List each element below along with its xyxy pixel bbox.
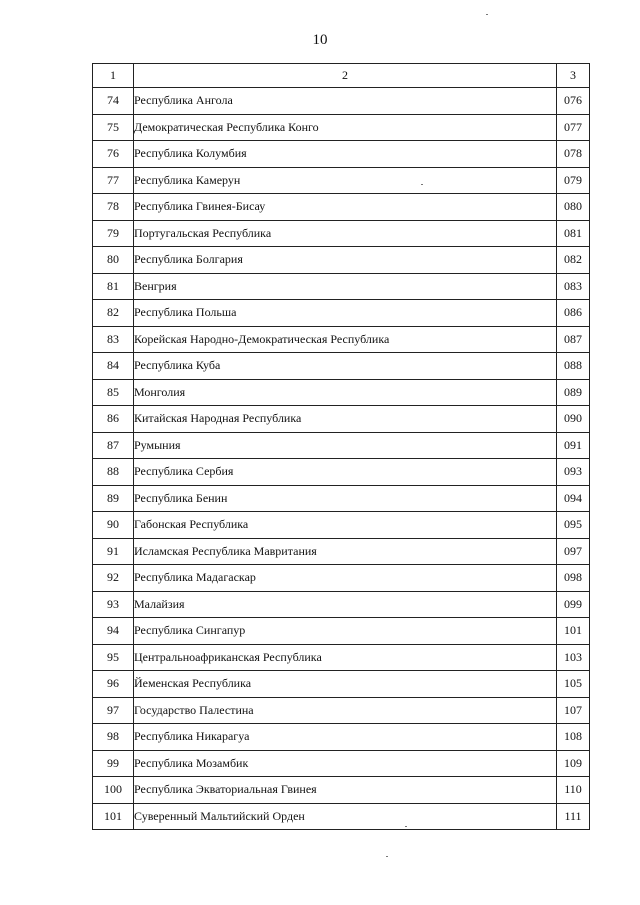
country-code: 097 (557, 538, 590, 565)
table-row (93, 538, 590, 565)
country-name: Суверенный Мальтийский Орден (134, 803, 557, 830)
table-row (93, 353, 590, 380)
table-row (93, 114, 590, 141)
country-name: Исламская Республика Мавритания (134, 538, 557, 565)
country-name: Габонская Республика (134, 512, 557, 539)
country-code: 095 (557, 512, 590, 539)
row-number: 96 (93, 671, 134, 698)
country-code: 094 (557, 485, 590, 512)
table-row (93, 406, 590, 433)
country-code: 079 (557, 167, 590, 194)
country-code: 090 (557, 406, 590, 433)
country-name: Корейская Народно-Демократическая Республика (134, 326, 557, 353)
country-code: 107 (557, 697, 590, 724)
table-row (93, 777, 590, 804)
country-name: Республика Мозамбик (134, 750, 557, 777)
row-number: 79 (93, 220, 134, 247)
row-number: 99 (93, 750, 134, 777)
table-row (93, 803, 590, 830)
country-name: Республика Камерун (134, 167, 557, 194)
table-row (93, 220, 590, 247)
row-number: 88 (93, 459, 134, 486)
table-row (93, 644, 590, 671)
table-row (93, 671, 590, 698)
table-row (93, 273, 590, 300)
row-number: 81 (93, 273, 134, 300)
country-name: Республика Колумбия (134, 141, 557, 168)
table-row (93, 485, 590, 512)
country-code: 089 (557, 379, 590, 406)
country-code: 091 (557, 432, 590, 459)
table-row (93, 697, 590, 724)
row-number: 78 (93, 194, 134, 221)
table-row (93, 247, 590, 274)
country-name: Республика Куба (134, 353, 557, 380)
country-code: 108 (557, 724, 590, 751)
country-code: 080 (557, 194, 590, 221)
row-number: 85 (93, 379, 134, 406)
country-name: Республика Болгария (134, 247, 557, 274)
country-code: 082 (557, 247, 590, 274)
country-name: Республика Бенин (134, 485, 557, 512)
row-number: 95 (93, 644, 134, 671)
table-row (93, 194, 590, 221)
country-name: Венгрия (134, 273, 557, 300)
country-code: 093 (557, 459, 590, 486)
row-number: 86 (93, 406, 134, 433)
table-row (93, 565, 590, 592)
country-code: 101 (557, 618, 590, 645)
row-number: 76 (93, 141, 134, 168)
row-number: 101 (93, 803, 134, 830)
country-code: 077 (557, 114, 590, 141)
table-row (93, 750, 590, 777)
country-code: 098 (557, 565, 590, 592)
table-row (93, 724, 590, 751)
country-name: Португальская Республика (134, 220, 557, 247)
scan-speck (486, 14, 488, 15)
country-code: 086 (557, 300, 590, 327)
table-row (93, 379, 590, 406)
country-code: 105 (557, 671, 590, 698)
row-number: 89 (93, 485, 134, 512)
country-code: 109 (557, 750, 590, 777)
country-name: Республика Ангола (134, 88, 557, 115)
table-row (93, 88, 590, 115)
country-code: 087 (557, 326, 590, 353)
row-number: 92 (93, 565, 134, 592)
row-number: 82 (93, 300, 134, 327)
country-name: Республика Польша (134, 300, 557, 327)
row-number: 100 (93, 777, 134, 804)
country-code: 099 (557, 591, 590, 618)
table-row (93, 432, 590, 459)
country-name: Йеменская Республика (134, 671, 557, 698)
table-row (93, 618, 590, 645)
column-header-number: 1 (93, 64, 134, 88)
row-number: 84 (93, 353, 134, 380)
country-name: Центральноафриканская Республика (134, 644, 557, 671)
country-name: Республика Сербия (134, 459, 557, 486)
row-number: 75 (93, 114, 134, 141)
country-name: Румыния (134, 432, 557, 459)
row-number: 74 (93, 88, 134, 115)
country-name: Китайская Народная Республика (134, 406, 557, 433)
country-code-table (92, 63, 590, 830)
country-code: 110 (557, 777, 590, 804)
row-number: 94 (93, 618, 134, 645)
row-number: 87 (93, 432, 134, 459)
row-number: 98 (93, 724, 134, 751)
table-row (93, 459, 590, 486)
country-name: Монголия (134, 379, 557, 406)
country-code: 111 (557, 803, 590, 830)
country-code: 081 (557, 220, 590, 247)
country-name: Малайзия (134, 591, 557, 618)
row-number: 91 (93, 538, 134, 565)
page-number: 10 (312, 32, 328, 48)
row-number: 83 (93, 326, 134, 353)
table-row (93, 167, 590, 194)
row-number: 90 (93, 512, 134, 539)
row-number: 80 (93, 247, 134, 274)
country-name: Республика Никарагуа (134, 724, 557, 751)
row-number: 97 (93, 697, 134, 724)
table-row (93, 300, 590, 327)
country-name: Республика Гвинея-Бисау (134, 194, 557, 221)
column-header-code: 3 (557, 64, 590, 88)
country-name: Республика Сингапур (134, 618, 557, 645)
row-number: 77 (93, 167, 134, 194)
country-code: 103 (557, 644, 590, 671)
table-row (93, 326, 590, 353)
country-code: 083 (557, 273, 590, 300)
table-header-row (93, 64, 590, 88)
row-number: 93 (93, 591, 134, 618)
table-row (93, 141, 590, 168)
country-code: 078 (557, 141, 590, 168)
country-name: Демократическая Республика Конго (134, 114, 557, 141)
country-name: Республика Мадагаскар (134, 565, 557, 592)
country-code: 088 (557, 353, 590, 380)
table-row (93, 591, 590, 618)
country-code: 076 (557, 88, 590, 115)
country-name: Государство Палестина (134, 697, 557, 724)
scan-speck (386, 856, 388, 857)
country-name: Республика Экваториальная Гвинея (134, 777, 557, 804)
column-header-name: 2 (134, 64, 557, 88)
table-row (93, 512, 590, 539)
